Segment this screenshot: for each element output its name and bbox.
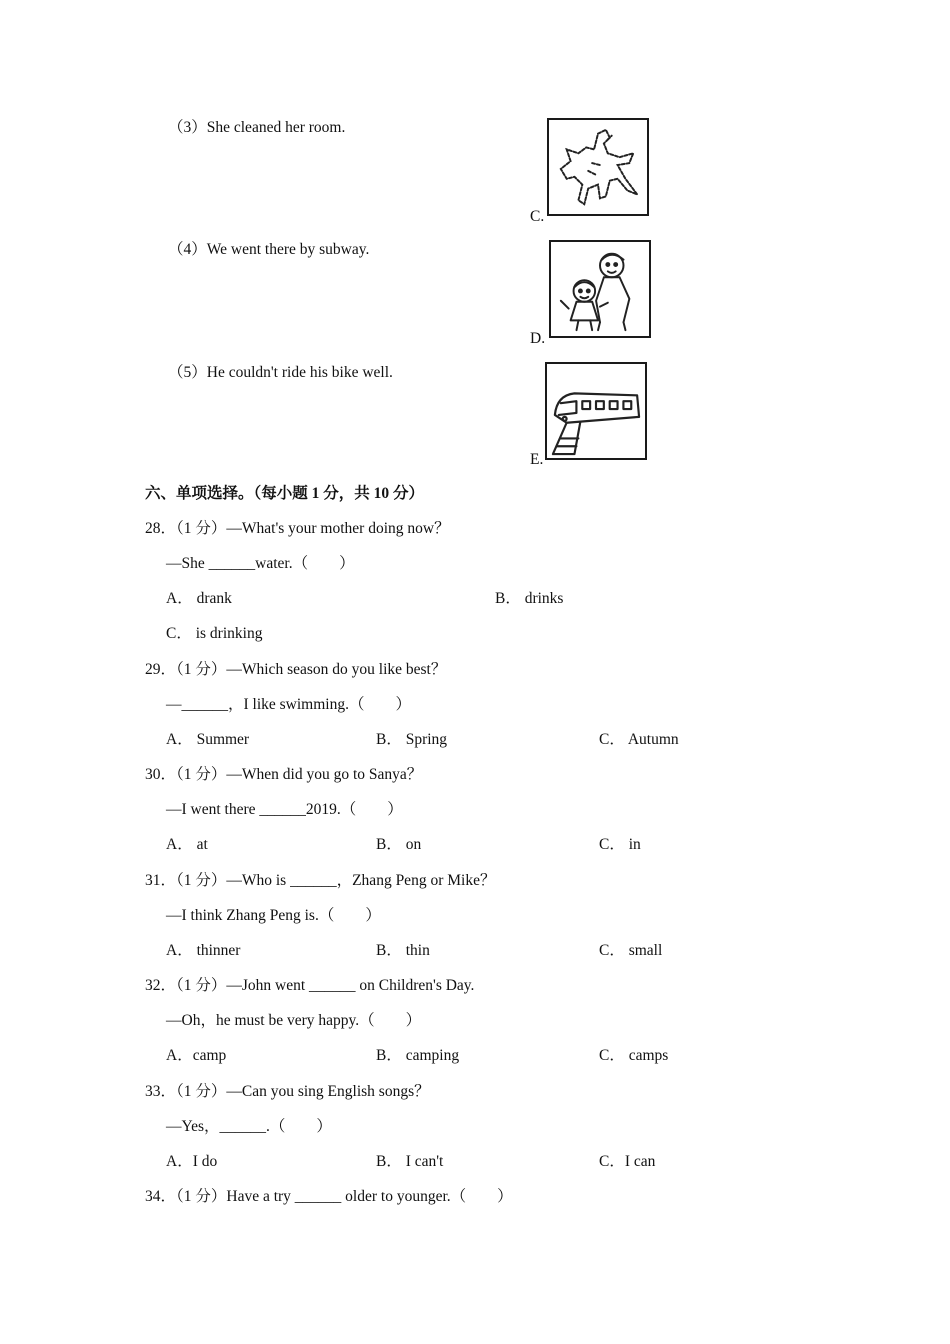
question-28-option-b[interactable]: B． drinks [495, 590, 564, 607]
question-28-option-c[interactable]: C． is drinking [166, 625, 263, 642]
picture-label-d: D. [530, 330, 546, 347]
question-31-stem: 31．（1 分）—Who is ______，Zhang Peng or Mike？ [145, 872, 496, 889]
question-32-option-b[interactable]: B． camping [376, 1047, 460, 1064]
subway-train-drawing-svg [547, 364, 645, 458]
question-30-option-c[interactable]: C． in [599, 836, 641, 853]
matching-item-3: （3）She cleaned her room. [168, 119, 346, 136]
picture-label-c: C. [530, 208, 545, 225]
question-31-answer-line: —I think Zhang Peng is.（ ） [166, 907, 381, 924]
question-29-answer-line: —______，I like swimming.（ ） [166, 696, 411, 713]
question-31-option-b[interactable]: B． thin [376, 942, 430, 959]
question-30-option-b[interactable]: B． on [376, 836, 422, 853]
question-31-option-c[interactable]: C． small [599, 942, 663, 959]
question-29-option-b[interactable]: B． Spring [376, 731, 448, 748]
two-kids-drawing-icon [549, 240, 651, 338]
matching-item-5: （5）He couldn't ride his bike well. [168, 364, 393, 381]
question-32-stem: 32．（1 分）—John went ______ on Children's Day. [145, 977, 475, 994]
question-30-answer-line: —I went there ______2019.（ ） [166, 801, 403, 818]
question-29-stem: 29．（1 分）—Which season do you like best？ [145, 661, 447, 678]
question-32-option-a[interactable]: A．camp [166, 1047, 227, 1064]
question-32-option-c[interactable]: C． camps [599, 1047, 669, 1064]
picture-label-e: E. [530, 451, 544, 468]
question-31-option-a[interactable]: A． thinner [166, 942, 241, 959]
question-30-stem: 30．（1 分）—When did you go to Sanya？ [145, 766, 423, 783]
matching-item-4: （4）We went there by subway. [168, 241, 370, 258]
question-34-stem: 34．（1 分）Have a try ______ older to younger.（ ） [145, 1188, 513, 1205]
question-28-option-a[interactable]: A． drank [166, 590, 232, 607]
dinosaur-drawing-icon [547, 118, 649, 216]
dinosaur-drawing-svg [549, 120, 647, 214]
question-29-option-c[interactable]: C． Autumn [599, 731, 679, 748]
question-33-option-b[interactable]: B． I can't [376, 1153, 444, 1170]
question-29-option-a[interactable]: A． Summer [166, 731, 250, 748]
subway-train-drawing-icon [545, 362, 647, 460]
question-32-answer-line: —Oh，he must be very happy.（ ） [166, 1012, 422, 1029]
question-33-option-a[interactable]: A．I do [166, 1153, 218, 1170]
question-33-answer-line: —Yes，______.（ ） [166, 1118, 332, 1135]
question-33-option-c[interactable]: C．I can [599, 1153, 656, 1170]
question-28-stem: 28．（1 分）—What's your mother doing now？ [145, 520, 450, 537]
two-kids-drawing-svg [551, 242, 649, 336]
question-28-answer-line: —She ______water.（ ） [166, 555, 355, 572]
section-title: 六、单项选择。（每小题 1 分，共 10 分） [145, 485, 425, 502]
question-30-option-a[interactable]: A． at [166, 836, 208, 853]
question-33-stem: 33．（1 分）—Can you sing English songs？ [145, 1083, 430, 1100]
